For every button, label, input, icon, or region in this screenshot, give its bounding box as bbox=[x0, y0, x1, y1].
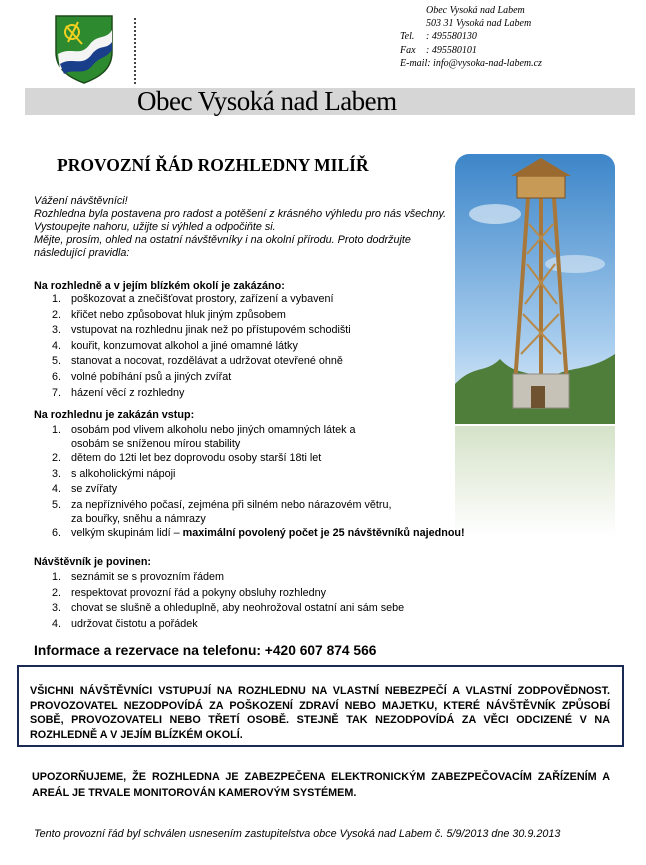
list-item: 5. za nepříznivého počasí, zejména při silném nebo nárazovém větru, za bouřky, sněhu a námrazy bbox=[52, 498, 392, 525]
list-item: 2. dětem do 12ti let bez doprovodu osoby starší 18ti let bbox=[52, 452, 322, 464]
list-item: 1. poškozovat a znečišťovat prostory, zařízení a vybavení bbox=[52, 293, 334, 305]
list-item: 4. se zvířaty bbox=[52, 483, 118, 496]
section-heading: Na rozhledně a v jejím blízkém okolí je zakázáno: bbox=[34, 280, 285, 292]
list-item: 6. velkým skupinám lidí – maximální povolený počet je 25 návštěvníků najednou! bbox=[52, 526, 465, 539]
duties-list bbox=[34, 570, 404, 632]
list-item: 3. chovat se slušně a ohleduplně, aby neohrožoval ostatní ani sám sebe bbox=[52, 602, 405, 615]
contact-phone-line: Informace a rezervace na telefonu: +420 607 874 566 bbox=[34, 643, 377, 658]
municipality-title: Obec Vysoká nad Labem bbox=[137, 86, 397, 116]
list-item: 3. vstupovat na rozhlednu jinak než po přístupovém schodišti bbox=[52, 324, 351, 337]
contact-row: Fax : 495580101 bbox=[400, 44, 477, 56]
approval-footer: Tento provozní řád byl schválen usnesením zastupitelstva obce Vysoká nad Labem č. 5/9/2013 dne 30.9.2013 bbox=[34, 828, 561, 840]
list-item: 4. kouřit, konzumovat alkohol a jiné omamné látky bbox=[52, 339, 298, 352]
list-item: 2. respektovat provozní řád a pokyny obsluhy rozhledny bbox=[52, 586, 327, 599]
section-heading: Návštěvník je povinen: bbox=[34, 556, 152, 568]
contact-row: Tel. : 495580130 bbox=[400, 31, 477, 43]
contact-row: Obec Vysoká nad Labem bbox=[426, 5, 525, 16]
list-item: 4. udržovat čistotu a pořádek bbox=[52, 617, 198, 630]
list-item: 1. osobám pod vlivem alkoholu nebo jiných omamných látek a osobám se sníženou mírou stability bbox=[52, 424, 356, 450]
list-item: 3. s alkoholickými nápoji bbox=[52, 467, 176, 480]
section-heading: Na rozhlednu je zakázán vstup: bbox=[34, 409, 195, 421]
greeting: Vážení návštěvníci! bbox=[34, 195, 128, 207]
contact-row[interactable]: E-mail: info@vysoka-nad-labem.cz bbox=[400, 57, 542, 69]
list-item: 7. házení věcí z rozhledny bbox=[52, 386, 185, 399]
tower-photo bbox=[455, 154, 615, 554]
header-divider bbox=[134, 18, 139, 84]
list-item: 5. stanovat a nocovat, rozdělávat a udržovat otevřené ohně bbox=[52, 355, 343, 368]
list-item: 2. křičet nebo způsobovat hluk jiným způsobem bbox=[52, 308, 286, 321]
municipal-crest-logo bbox=[54, 14, 114, 84]
list-item: 6. volné pobíhání psů a jiných zvířat bbox=[52, 370, 232, 383]
document-title: PROVOZNÍ ŘÁD ROZHLEDNY MILÍŘ bbox=[57, 155, 369, 175]
intro-paragraph: Rozhledna byla postavena pro radost a potěšení z krásného výhledu pro nás všechny. Vystoupejte nahoru, užijte si výhled a odpočiňte si. bbox=[34, 208, 447, 233]
intro-text bbox=[34, 195, 452, 260]
list-item: 1. seznámit se s provozním řádem bbox=[52, 571, 225, 583]
no-entry-list bbox=[34, 423, 465, 541]
intro-paragraph: Mějte, prosím, ohled na ostatní návštěvníky i na okolní přírodu. Proto dodržujte následující pravidla: bbox=[34, 234, 411, 259]
security-notice: UPOZORŇUJEME, ŽE ROZHLEDNA JE ZABEZPEČENA ELEKTRONICKÝM ZABEZPEČOVACÍM ZAŘÍZENÍM A AREÁL JE TRVALE MONITOROVÁN KAMEROVÝM SYSTÉMEM. bbox=[32, 771, 610, 799]
prohibited-list bbox=[34, 292, 351, 401]
warning-text: VŠICHNI NÁVŠTĚVNÍCI VSTUPUJÍ NA ROZHLEDNU NA VLASTNÍ NEBEZPEČÍ A VLASTNÍ ZODPOVĚDNOST. PROVOZOVATEL NEZODPOVÍDÁ ZA POŠKOZENÍ ZDRAVÍ NEBO MAJETKU, KTERÉ NÁVŠTĚVNÍK ZPŮSOBÍ SOBĚ, PROVOZOVATELI NEBO TŘETÍ OSOBĚ. STEJNĚ TAK NEZODPOVÍDÁ ZA VĚCI ODCIZENÉ V NA ROZHLEDNĚ A V JEJÍM BLÍZKÉM OKOLÍ. bbox=[30, 685, 610, 741]
contact-block bbox=[400, 4, 542, 70]
contact-row: 503 31 Vysoká nad Labem bbox=[426, 18, 532, 30]
